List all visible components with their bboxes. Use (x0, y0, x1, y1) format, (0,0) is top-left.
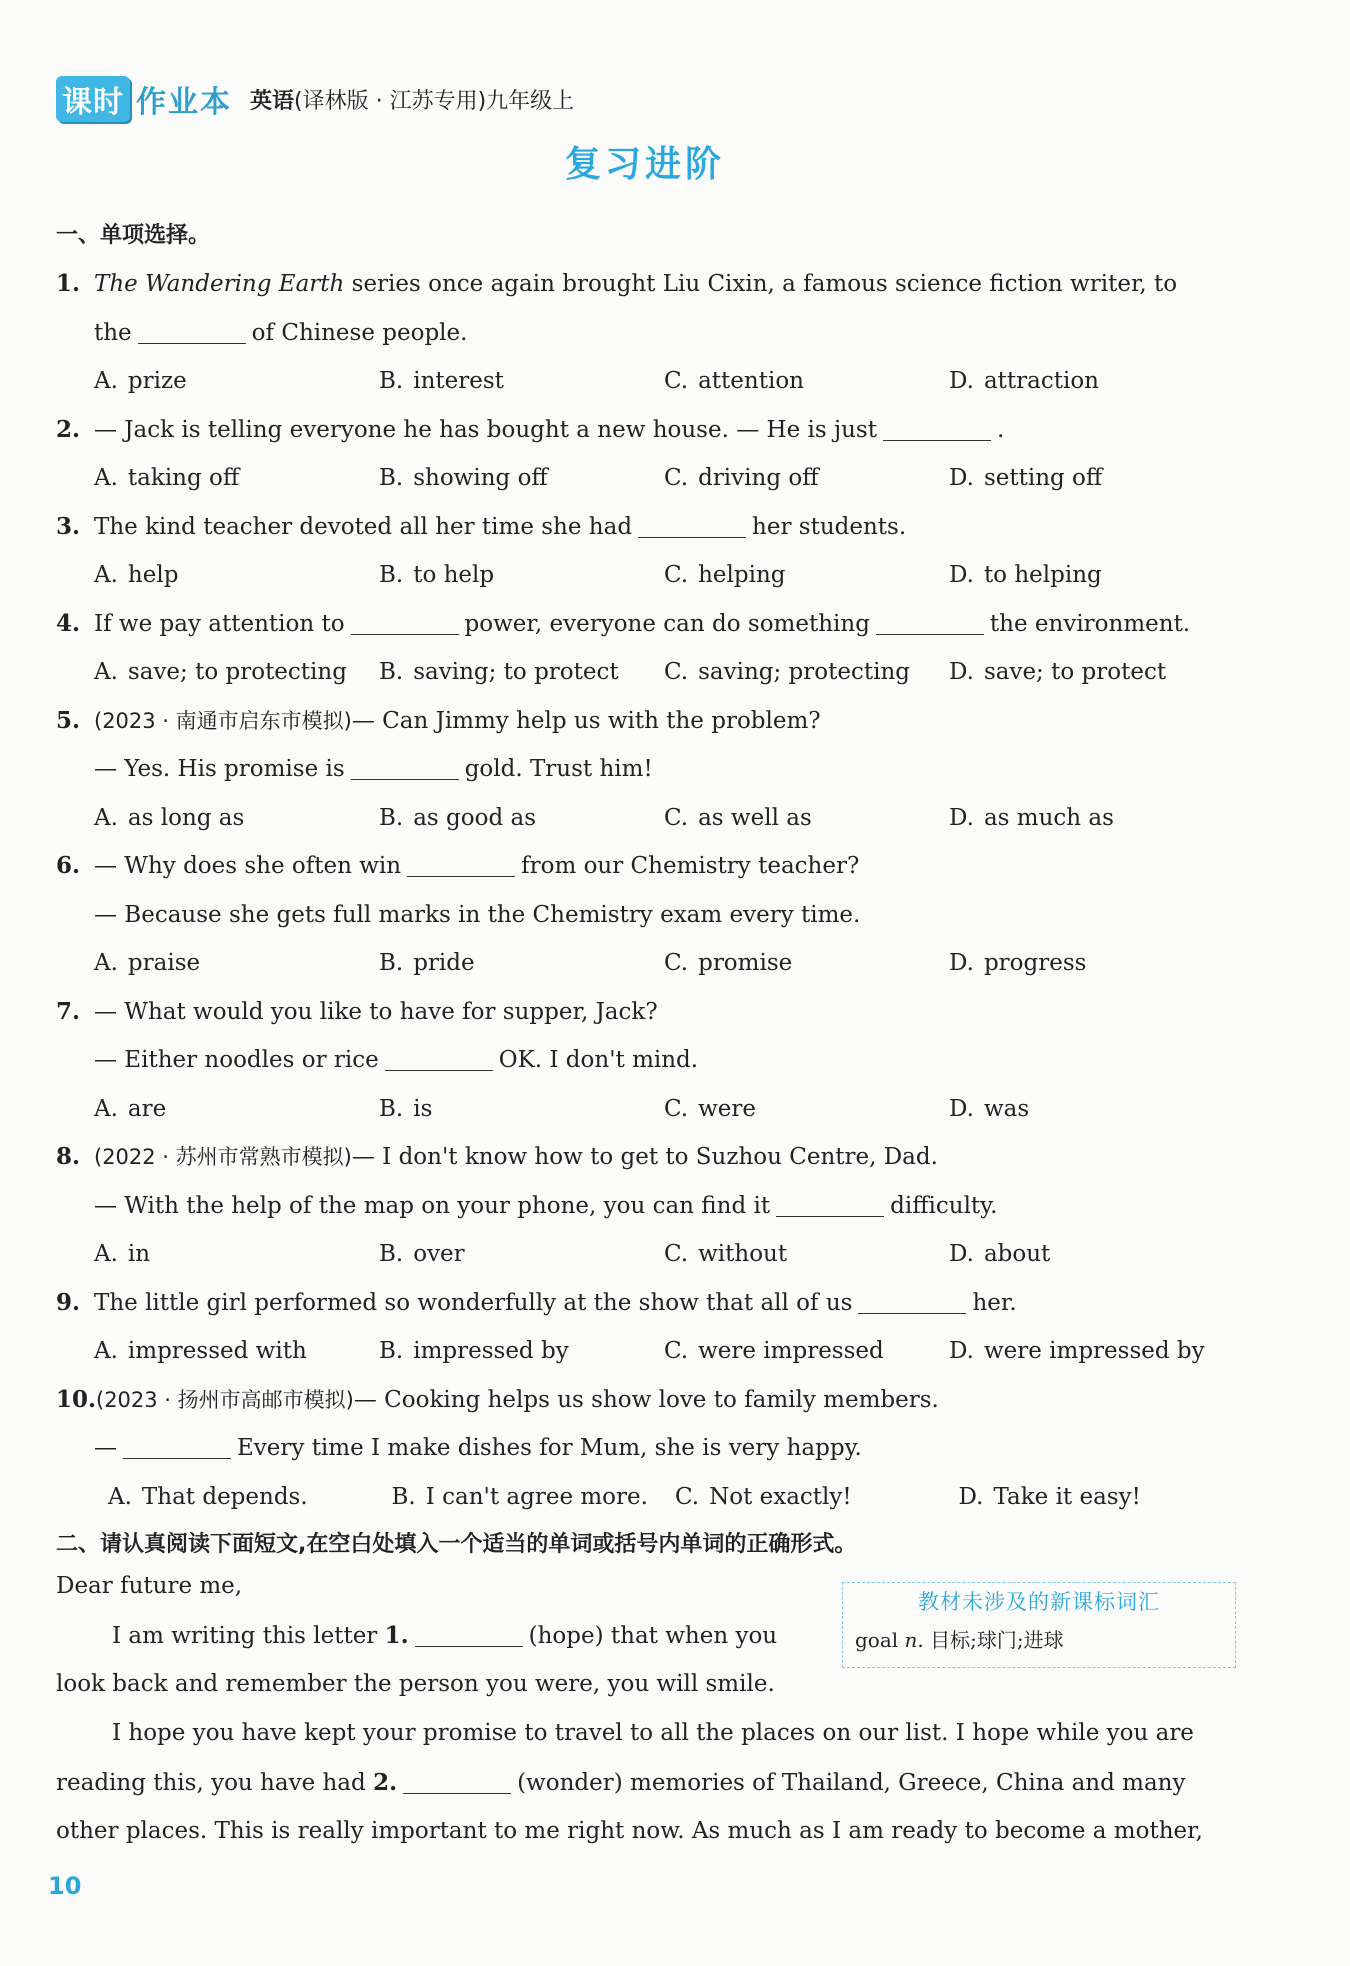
option-a[interactable] (94, 648, 379, 697)
option-letter: A. (94, 804, 118, 831)
question-5 (56, 697, 1242, 746)
blank-number: 2. (373, 1769, 398, 1796)
vocab-note-box (842, 1582, 1236, 1668)
option-letter: D. (949, 562, 974, 588)
passage-text: I am writing this letter (112, 1623, 378, 1649)
option-letter: C. (664, 950, 689, 976)
question-text: her students. (752, 513, 907, 540)
option-letter: A. (94, 368, 118, 394)
option-text: pride (413, 950, 475, 976)
option-text: setting off (983, 465, 1103, 491)
question-text: difficulty. (890, 1192, 998, 1219)
part2-heading: 二、请认真阅读下面短文,在空白处填入一个适当的单词或括号内单词的正确形式。 (56, 1532, 857, 1557)
option-text: were impressed by (983, 1338, 1205, 1364)
passage-line (56, 1758, 1242, 1807)
option-letter: C. (664, 659, 689, 685)
page-header (56, 78, 574, 120)
option-a[interactable] (94, 794, 379, 843)
option-letter: D. (949, 1338, 974, 1364)
option-letter: B. (379, 465, 404, 491)
option-text: help (127, 562, 179, 588)
option-letter: D. (949, 368, 974, 394)
question-5-cont (56, 745, 1242, 794)
options-4 (56, 648, 1242, 697)
question-text: — What would you like to have for supper, Jack? (94, 998, 658, 1025)
options-10 (56, 1473, 1242, 1522)
option-letter: B. (379, 1338, 404, 1364)
option-letter: D. (949, 1095, 974, 1122)
option-letter: A. (108, 1483, 132, 1510)
brand-name: 作业本 (136, 85, 232, 120)
book-subtitle: (译林版 · 江苏专用)九年级上 (294, 88, 575, 114)
question-text: — Either noodles or rice (94, 1047, 379, 1073)
options-1 (56, 357, 1242, 406)
option-text: I can't agree more. (425, 1483, 648, 1510)
option-c[interactable] (664, 1327, 949, 1376)
answer-blank[interactable] (385, 1044, 493, 1071)
question-2 (56, 406, 1242, 455)
option-letter: D. (949, 950, 974, 976)
option-c[interactable] (664, 454, 949, 503)
question-number: 8. (56, 1143, 81, 1170)
option-c[interactable] (664, 551, 949, 600)
part1-heading: 一、单项选择。 (56, 223, 211, 248)
option-text: were (698, 1095, 756, 1122)
vocab-meaning: 目标;球门;进球 (930, 1628, 1064, 1652)
option-b[interactable] (379, 1085, 664, 1134)
option-letter: B. (379, 368, 404, 394)
question-number: 9. (56, 1288, 81, 1316)
option-letter: A. (94, 659, 118, 685)
option-c[interactable] (664, 939, 949, 988)
question-text: — With the help of the map on your phone, you can find it (94, 1192, 771, 1219)
option-text: to helping (983, 562, 1102, 588)
option-c[interactable] (664, 1085, 949, 1134)
part1-multiple-choice (56, 212, 1242, 1569)
question-text: — Because she gets full marks in the Chemistry exam every time. (94, 901, 861, 928)
option-d[interactable] (949, 648, 1234, 697)
question-number: 4. (56, 609, 81, 637)
answer-blank[interactable] (351, 608, 459, 635)
option-letter: C. (664, 1338, 689, 1364)
option-text: attraction (983, 368, 1099, 394)
question-8-cont (56, 1182, 1242, 1231)
question-text: — Can Jimmy help us with the problem? (351, 707, 821, 734)
question-10 (56, 1376, 1242, 1425)
option-letter: C. (664, 562, 689, 588)
question-text: . (996, 416, 1005, 443)
question-text: The kind teacher devoted all her time she had (94, 513, 633, 540)
option-a[interactable] (94, 1327, 379, 1376)
question-text: the environment. (989, 610, 1191, 637)
option-b[interactable] (379, 454, 664, 503)
vocab-pos: n. (904, 1628, 924, 1652)
option-letter: D. (949, 804, 974, 831)
option-text: helping (698, 562, 786, 588)
option-letter: C. (675, 1483, 700, 1510)
option-text: as good as (413, 804, 537, 831)
option-b[interactable] (379, 939, 664, 988)
option-letter: B. (379, 1241, 404, 1267)
question-text: series once again brought Liu Cixin, a famous science fiction writer, to (351, 271, 1178, 297)
option-text: in (127, 1241, 151, 1267)
question-3 (56, 503, 1242, 552)
option-c[interactable] (664, 357, 949, 406)
passage-line: other places. This is really important to me right now. As much as I am ready to become a mother, (56, 1818, 1203, 1844)
option-text: were impressed (698, 1338, 884, 1364)
question-1 (56, 260, 1242, 309)
book-title-italic: The Wandering Earth (94, 271, 345, 297)
option-text: praise (127, 950, 201, 976)
question-10-cont (56, 1424, 1242, 1473)
option-d[interactable] (959, 1473, 1243, 1522)
answer-blank[interactable] (403, 1767, 511, 1794)
options-3 (56, 551, 1242, 600)
option-text: as long as (127, 804, 245, 831)
option-letter: D. (949, 659, 974, 685)
option-letter: A. (94, 1338, 118, 1364)
option-text: saving; to protect (413, 659, 619, 685)
question-6 (56, 842, 1242, 891)
page-number: 10 (48, 1872, 82, 1900)
passage-text: reading this, you have had (56, 1770, 366, 1796)
option-letter: B. (379, 659, 404, 685)
option-a[interactable] (94, 939, 379, 988)
option-c[interactable] (664, 794, 949, 843)
question-1-cont (56, 309, 1242, 358)
question-text: from our Chemistry teacher? (521, 853, 860, 879)
question-source: (2023 · 南通市启东市模拟) (94, 708, 352, 733)
option-d[interactable] (949, 551, 1234, 600)
option-b[interactable] (379, 1327, 664, 1376)
option-text: save; to protect (983, 659, 1167, 685)
option-text: impressed by (413, 1338, 569, 1364)
option-text: taking off (127, 465, 240, 491)
question-text: gold. Trust him! (464, 756, 653, 782)
question-text: — Why does she often win (94, 853, 402, 879)
option-text: That depends. (141, 1483, 308, 1510)
option-text: prize (127, 368, 187, 394)
question-text: The little girl performed so wonderfully at the show that all of us (94, 1289, 853, 1316)
passage-line: look back and remember the person you were, you will smile. (56, 1671, 775, 1697)
question-text: of Chinese people. (251, 319, 468, 346)
options-2 (56, 454, 1242, 503)
options-7 (56, 1085, 1242, 1134)
question-6-cont (56, 891, 1242, 940)
answer-blank[interactable] (138, 317, 246, 344)
option-a[interactable] (94, 1085, 379, 1134)
question-number: 10. (56, 1385, 97, 1413)
brand-logo: 课时 (56, 76, 130, 122)
option-text: as much as (983, 804, 1114, 831)
blank-number: 1. (384, 1622, 409, 1649)
option-a[interactable] (108, 1473, 392, 1522)
option-a[interactable] (94, 1230, 379, 1279)
answer-blank[interactable] (123, 1432, 231, 1459)
answer-blank[interactable] (407, 850, 515, 877)
option-d[interactable] (949, 1085, 1234, 1134)
question-text: — Cooking helps us show love to family members. (353, 1386, 939, 1413)
question-7-cont (56, 1036, 1242, 1085)
question-number: 5. (56, 706, 81, 734)
option-b[interactable] (392, 1473, 676, 1522)
option-letter: C. (664, 1241, 689, 1267)
answer-blank[interactable] (351, 753, 459, 780)
question-number: 6. (56, 852, 81, 879)
options-5 (56, 794, 1242, 843)
section-title: 复习进阶 (564, 144, 725, 185)
option-letter: B. (379, 562, 404, 588)
question-text: the (94, 319, 132, 346)
question-9 (56, 1279, 1242, 1328)
answer-blank[interactable] (883, 414, 991, 441)
question-text: — Yes. His promise is (94, 756, 345, 782)
option-a[interactable] (94, 551, 379, 600)
passage-line: I hope you have kept your promise to travel to all the places on our list. I hope while you are (112, 1720, 1194, 1746)
book-subject: 英语 (250, 88, 295, 114)
options-9 (56, 1327, 1242, 1376)
option-letter: B. (391, 1483, 416, 1510)
option-c[interactable] (664, 648, 949, 697)
option-text: about (983, 1241, 1051, 1267)
question-source: (2022 · 苏州市常熟市模拟) (94, 1145, 352, 1169)
question-number: 7. (56, 997, 81, 1025)
options-8 (56, 1230, 1242, 1279)
option-letter: C. (664, 368, 689, 394)
option-text: are (127, 1095, 167, 1122)
option-text: attention (698, 368, 804, 394)
option-text: to help (413, 562, 495, 588)
option-letter: C. (664, 1095, 689, 1122)
passage-text: (hope) that when you (528, 1623, 778, 1649)
option-b[interactable] (379, 357, 664, 406)
option-text: impressed with (127, 1338, 307, 1364)
vocab-word: goal (855, 1628, 899, 1652)
question-7 (56, 988, 1242, 1037)
question-text: Every time I make dishes for Mum, she is very happy. (237, 1435, 862, 1461)
option-text: save; to protecting (127, 659, 347, 685)
vocab-title: 教材未涉及的新课标词汇 (918, 1590, 1160, 1614)
option-b[interactable] (379, 551, 664, 600)
vocab-entry (843, 1621, 1235, 1659)
option-text: promise (698, 950, 793, 976)
option-text: saving; protecting (698, 659, 910, 685)
option-c[interactable] (675, 1473, 959, 1522)
option-letter: A. (94, 562, 118, 588)
option-a[interactable] (94, 454, 379, 503)
option-text: interest (413, 368, 504, 394)
letter-greeting: Dear future me, (56, 1573, 243, 1599)
option-text: is (413, 1095, 433, 1122)
option-letter: C. (664, 465, 689, 491)
option-d[interactable] (949, 1230, 1234, 1279)
option-d[interactable] (949, 1327, 1234, 1376)
option-d[interactable] (949, 939, 1234, 988)
question-text: — Jack is telling everyone he has bought a new house. — He is just (94, 416, 877, 443)
option-text: driving off (698, 465, 819, 491)
option-letter: A. (94, 1241, 118, 1267)
option-letter: C. (664, 804, 689, 831)
question-source: (2023 · 扬州市高邮市模拟) (96, 1387, 354, 1412)
option-d[interactable] (949, 454, 1234, 503)
question-text: her. (972, 1289, 1017, 1316)
option-c[interactable] (664, 1230, 949, 1279)
option-letter: D. (949, 1241, 974, 1267)
option-d[interactable] (949, 794, 1234, 843)
option-letter: A. (94, 465, 118, 491)
answer-blank[interactable] (638, 511, 746, 538)
option-text: showing off (413, 465, 548, 491)
answer-blank[interactable] (876, 608, 984, 635)
option-text: Take it easy! (993, 1483, 1141, 1510)
question-text: If we pay attention to (94, 610, 345, 637)
option-letter: B. (379, 804, 404, 831)
question-8 (56, 1133, 1242, 1182)
answer-blank[interactable] (858, 1287, 966, 1314)
option-letter: D. (949, 465, 974, 491)
option-letter: A. (94, 1095, 118, 1122)
option-letter: A. (94, 950, 118, 976)
question-text: — (94, 1435, 117, 1461)
options-6 (56, 939, 1242, 988)
question-number: 2. (56, 415, 81, 443)
option-b[interactable] (379, 648, 664, 697)
option-text: Not exactly! (709, 1483, 852, 1510)
option-d[interactable] (949, 357, 1234, 406)
option-b[interactable] (379, 1230, 664, 1279)
option-a[interactable] (94, 357, 379, 406)
option-letter: D. (958, 1483, 984, 1510)
option-text: without (698, 1241, 788, 1267)
question-text: — I don't know how to get to Suzhou Centre, Dad. (351, 1144, 938, 1170)
option-text: as well as (698, 804, 812, 831)
option-text: over (413, 1241, 465, 1267)
passage-text: (wonder) memories of Thailand, Greece, China and many (517, 1770, 1186, 1796)
question-number: 1. (56, 270, 81, 297)
option-text: was (983, 1095, 1030, 1122)
question-4 (56, 600, 1242, 649)
option-letter: B. (379, 1095, 404, 1122)
option-letter: B. (379, 950, 404, 976)
question-number: 3. (56, 512, 81, 540)
option-b[interactable] (379, 794, 664, 843)
question-text: power, everyone can do something (464, 610, 870, 637)
answer-blank[interactable] (415, 1620, 523, 1647)
question-text: OK. I don't mind. (498, 1047, 699, 1073)
option-text: progress (983, 950, 1087, 976)
book-title (250, 84, 574, 115)
answer-blank[interactable] (776, 1190, 884, 1217)
